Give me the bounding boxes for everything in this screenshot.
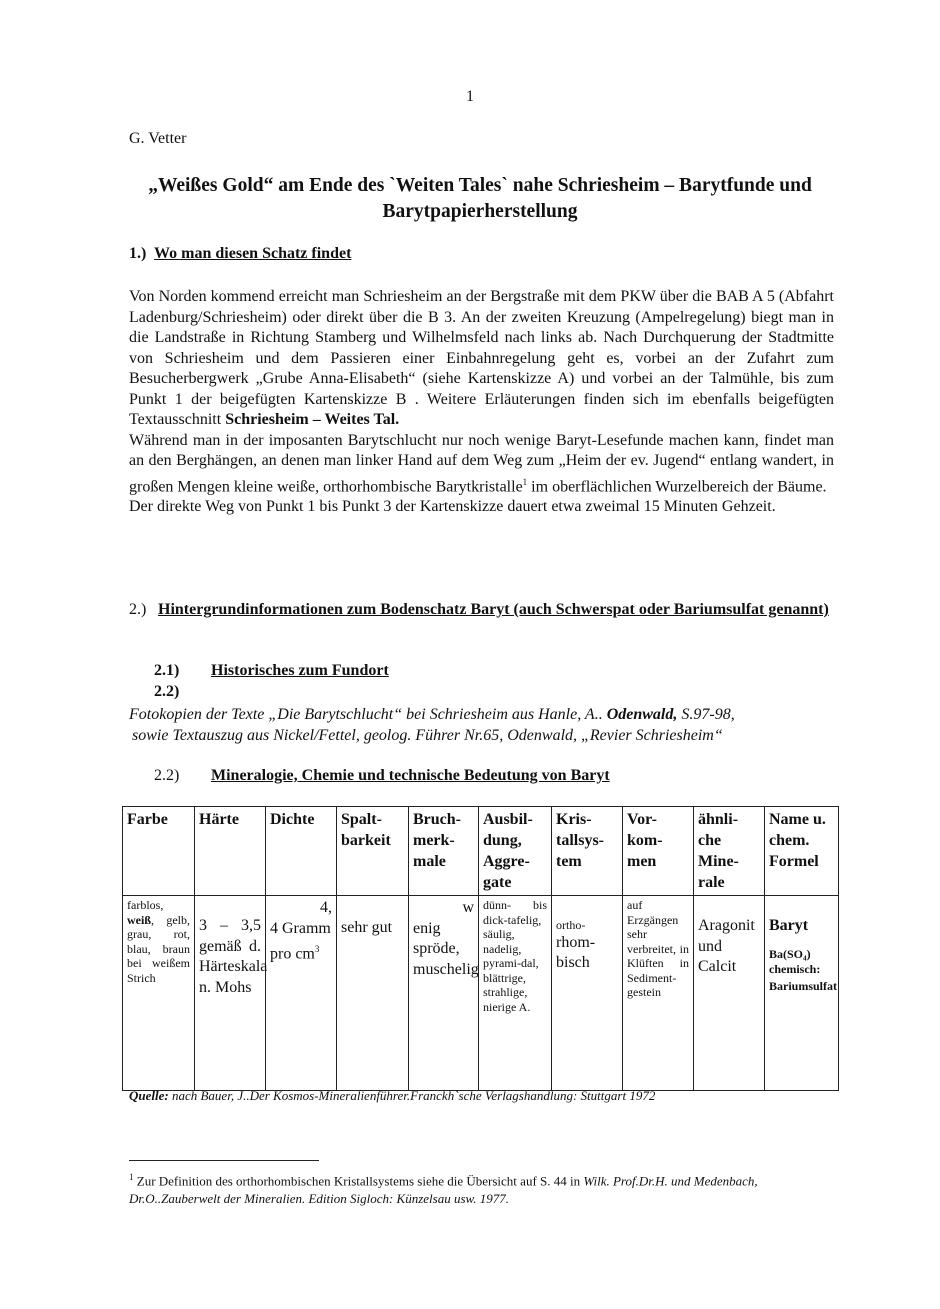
cell-kristallsystem [552, 896, 623, 1091]
paragraph-duration: Der direkte Weg von Punkt 1 bis Punkt 3 der Kartenskizze dauert etwa zweimal 15 Minuten Gehzeit. [129, 498, 776, 516]
page-number: 1 [466, 88, 474, 105]
cell-text: ortho- [556, 918, 586, 932]
subsection-title: Historisches zum Fundort [211, 662, 389, 679]
section-1-body [129, 287, 834, 518]
chemical-formula: Ba(SO₄) [769, 946, 811, 961]
bold-reference: Schriesheim – Weites Tal. [225, 411, 400, 428]
column-header: Bruch-merk-male [409, 807, 479, 896]
paragraph-text: im oberflächlichen Wurzelbereich der Bäume. [527, 477, 827, 495]
column-header: Spalt-barkeit [337, 807, 409, 896]
column-header: Name u. chem. Formel [765, 807, 839, 896]
cell-bold: weiß [127, 912, 151, 927]
footnote-mark: 1 [129, 1172, 134, 1182]
section-2-heading [129, 600, 834, 621]
cell-text: 4 Gramm pro cm [270, 919, 331, 963]
mineral-name: Baryt [769, 917, 809, 934]
source-text: nach Bauer, J..Der Kosmos-Mineralienführer.Franckh`sche Verlagshandlung: Stuttgart 1972 [171, 1088, 656, 1103]
cell-ausbildung: dünn- bis dick-tafelig, säulig, nadelig, pyrami-dal, blättrige, strahlige, nierige A. [479, 896, 552, 1091]
footnote [129, 1168, 829, 1208]
cell-text: , gelb, grau, rot, blau, braun bei weißem Strich [127, 912, 190, 985]
paragraph-text: Von Norden kommend erreicht man Schriesheim an der Bergstraße mit dem PKW über die BAB A 5 (Abfahrt Ladenburg/Schriesheim) oder direkt über die B 3. An der zweiten Kreuzung (Ampelregelung) biegt man in die Landstraße in Richtung Stamberg und Wilhelmsfeld nach links ab. Nach Durchquerung der Stadtmitte von Schriesheim und dem Passieren einer Einbahnregelung geht es, vorbei an der Zufahrt zum Besucherbergwerk „Grube Anna-Elisabeth“ (siehe Kartenskizze A) und vorbei an der Talmühle, bis zum Punkt 1 der beigefügten Kartenskizze B . Weitere Erläuterungen finden sich im ebenfalls beigefügten Textausschnitt [129, 288, 834, 428]
table-row [123, 896, 839, 1091]
section-2-number: 2.) [129, 601, 147, 618]
footnote-citation: Wilk. Prof.Dr.H. und Medenbach, Dr.O..Zauberwelt der Mineralien. Edition Sigloch: Künzelsau usw. 1977. [129, 1173, 758, 1207]
section-1-title: Wo man diesen Schatz findet [154, 245, 352, 262]
subsection-number: 2.1) [154, 662, 180, 679]
source-note [129, 1088, 655, 1104]
footnote-text: Zur Definition des orthorhombischen Kristallsystems siehe die Übersicht auf S. 44 in [133, 1173, 584, 1189]
cell-vorkommen: auf Erzgängen sehr verbreitet, in Klüften in Sediment-gestein [623, 896, 694, 1091]
subsection-2-2b [154, 767, 610, 785]
table-header-row [123, 807, 839, 896]
citation-text: S.97-98, [681, 706, 735, 723]
column-header: Kris-tallsys-tem [552, 807, 623, 896]
cell-text: farblos, [127, 898, 164, 912]
author: G. Vetter [129, 130, 187, 147]
paragraph-directions [129, 287, 834, 431]
column-header: Härte [195, 807, 266, 896]
column-header: Dichte [266, 807, 337, 896]
cell-bruch [409, 896, 479, 1091]
cell-text: enig spröde, muschelig [413, 919, 479, 978]
section-2-title: Hintergrundinformationen zum Bodenschatz Baryt (auch Schwerspat oder Bariumsulfat genannt) [158, 601, 829, 618]
cell-text: 4, [320, 899, 332, 916]
subsection-2-1 [154, 662, 389, 680]
paragraph-finds [129, 431, 834, 498]
cell-farbe [123, 896, 195, 1091]
footnote-separator [129, 1160, 319, 1161]
paragraph-text: Während man in der imposanten Barytschlucht nur noch wenige Baryt-Lesefunde machen kann, findet man an den Berghängen, an denen man linker Hand auf dem Weg zum „Heim der ev. Jugend“ entlang wandert, in großen Mengen kleine weiße, orthorhombische Barytkristalle [129, 431, 834, 495]
column-header: ähnli-che Mine-rale [694, 807, 765, 896]
source-label: Quelle: [129, 1088, 169, 1103]
citation-bold: Odenwald, [606, 706, 678, 723]
document-title: „Weißes Gold“ am Ende des `Weiten Tales` nahe Schriesheim – Barytfunde und Barytpapierherstellung [148, 175, 812, 222]
column-header: Vor-kom-men [623, 807, 694, 896]
cell-haerte: 3 – 3,5 gemäß d. Härteskala n. Mohs [195, 896, 266, 1091]
column-header: Ausbil-dung, Aggre-gate [479, 807, 552, 896]
cell-aehnliche: Aragonit und Calcit [694, 896, 765, 1091]
chemical-name: chemisch: Bariumsulfat [769, 962, 838, 993]
citation [129, 704, 735, 746]
section-1-heading [129, 245, 351, 263]
cell-dichte [266, 896, 337, 1091]
citation-text: Fotokopien der Texte „Die Barytschlucht“ bei Schriesheim aus Hanle, A.. [129, 706, 603, 723]
footnote-ref[interactable]: 1 [522, 476, 528, 487]
subsection-2-2-number: 2.2) [154, 683, 180, 700]
subsection-number: 2.2) [154, 767, 180, 784]
column-header: Farbe [123, 807, 195, 896]
mineral-table [122, 806, 839, 1091]
section-1-number: 1.) [129, 245, 147, 262]
cell-text: rhom-bisch [556, 933, 596, 971]
superscript: 3 [314, 944, 320, 954]
citation-line-2: sowie Textauszug aus Nickel/Fettel, geolog. Führer Nr.65, Odenwald, „Revier Schriesheim“ [132, 727, 723, 744]
subsection-title: Mineralogie, Chemie und technische Bedeutung von Baryt [211, 767, 610, 784]
cell-name [765, 896, 839, 1091]
cell-spaltbarkeit: sehr gut [337, 896, 409, 1091]
cell-text: w [462, 899, 474, 916]
